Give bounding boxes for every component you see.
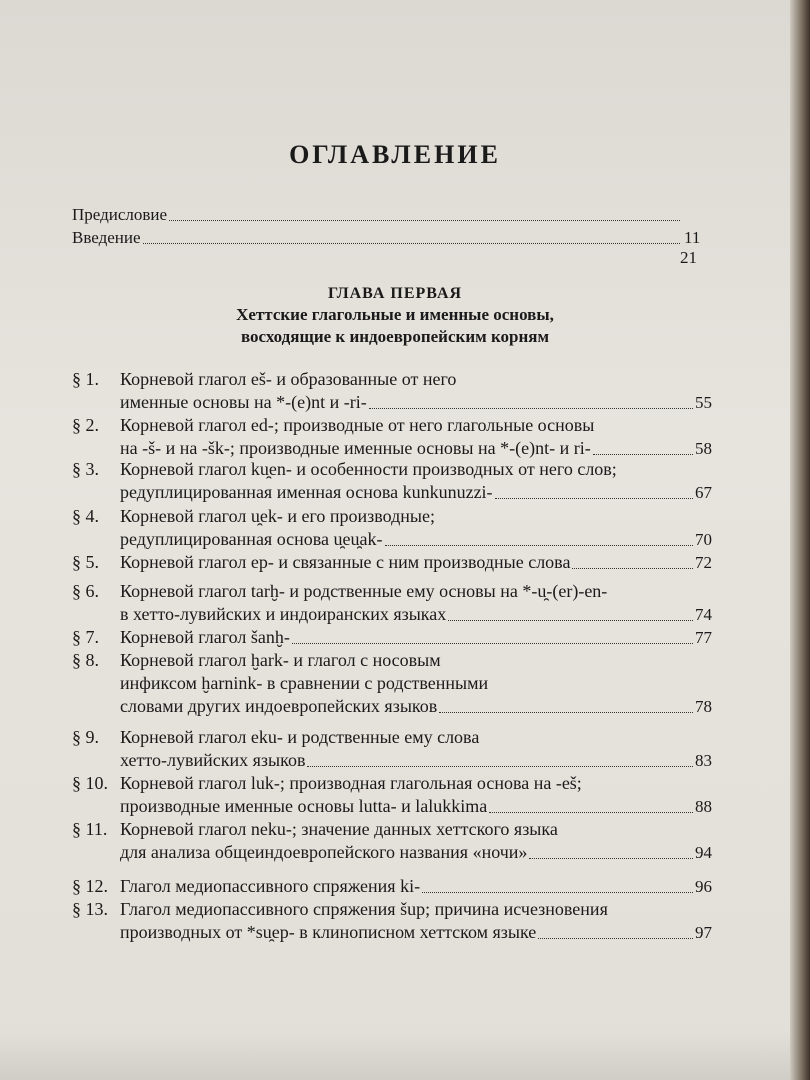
section-title-line (120, 626, 712, 649)
section-page-number: 72 (695, 553, 712, 572)
section-title-text: Корневой глагол eš- и образованные от него (120, 369, 457, 389)
toc-section (72, 551, 712, 574)
section-title-text: именные основы на *-(e)nt и -ri- (120, 392, 367, 412)
section-title-line (120, 551, 712, 574)
section-page-number: 94 (695, 843, 712, 862)
section-title-text: редуплицированная именная основа kunkunuzzi- (120, 482, 493, 502)
section-title-text: производные именные основы lutta- и lalukkima (120, 796, 488, 816)
section-title-line (120, 695, 712, 718)
section-number: § 12. (72, 876, 108, 896)
section-page-number: 88 (695, 797, 712, 816)
toc-section (72, 458, 712, 504)
leader-dots (572, 567, 693, 569)
toc-label: Предисловие (72, 205, 168, 224)
section-title-text: Корневой глагол tarḫ- и родственные ему основы на *-u̯-(er)-en- (120, 581, 608, 601)
leader-dots (369, 407, 693, 409)
page-title: ОГЛАВЛЕНИЕ (289, 140, 501, 169)
section-number: § 1. (72, 369, 99, 389)
leader-dots (489, 811, 693, 813)
section-page-number: 78 (695, 697, 712, 716)
leader-dots (169, 219, 680, 221)
section-title-line (120, 898, 712, 920)
toc-section (72, 368, 712, 414)
section-number: § 9. (72, 727, 99, 747)
section-title-text: Корневой глагол luk-; производная глагольная основа на -eš; (120, 773, 582, 793)
toc-section (72, 772, 712, 818)
section-number: § 3. (72, 459, 99, 479)
section-title-line (120, 505, 712, 527)
section-number: § 5. (72, 552, 99, 572)
section-title-text: Корневой глагол ed-; производные от него глагольные основы (120, 415, 595, 435)
leader-dots (422, 891, 693, 893)
leader-dots (538, 937, 693, 939)
section-title-line (120, 603, 712, 626)
section-title-text: Корневой глагол ku̯en- и особенности производных от него слов; (120, 459, 617, 479)
section-title-line (120, 580, 712, 602)
leader-dots (307, 765, 693, 767)
toc-section (72, 726, 712, 772)
section-page-number: 77 (695, 628, 712, 647)
toc-section (72, 649, 712, 718)
leader-dots (385, 544, 693, 546)
section-page-number: 58 (695, 439, 712, 458)
leader-dots (143, 242, 680, 244)
section-page-number: 96 (695, 877, 712, 896)
section-title-text: Корневой глагол neku-; значение данных хеттского языка (120, 819, 558, 839)
section-title-line (120, 875, 712, 898)
section-number: § 7. (72, 627, 99, 647)
section-title-text: Глагол медиопассивного спряжения šup; причина исчезновения (120, 899, 608, 919)
chapter-title-line-1: Хеттские глагольные и именные основы, (236, 305, 554, 324)
section-title-line (120, 437, 712, 460)
section-title-text: Глагол медиопассивного спряжения ki- (120, 876, 421, 896)
toc-entry-preface (72, 205, 682, 225)
section-page-number: 97 (695, 923, 712, 942)
section-title-text: словами других индоевропейских языков (120, 696, 438, 716)
section-number: § 6. (72, 581, 99, 601)
toc-section (72, 580, 712, 626)
section-title-line (120, 649, 712, 671)
leader-dots (292, 642, 693, 644)
leader-dots (495, 497, 693, 499)
page-shadow (0, 1030, 790, 1080)
section-title-line (120, 841, 712, 864)
section-number: § 13. (72, 899, 108, 919)
section-title-text: для анализа общеиндоевропейского названия «ночи» (120, 842, 528, 862)
toc-page-number: 11 (684, 228, 701, 247)
page-edge (790, 0, 810, 1080)
section-title-text: на -š- и на -šk-; производные именные основы на *-(e)nt- и ri- (120, 438, 591, 458)
section-number: § 2. (72, 415, 99, 435)
section-page-number: 70 (695, 530, 712, 549)
toc-section (72, 626, 712, 649)
section-number: § 4. (72, 506, 99, 526)
section-title-line (120, 921, 712, 944)
section-title-text: хетто-лувийских языков (120, 750, 306, 770)
section-page-number: 74 (695, 605, 712, 624)
toc-page-number: 21 (680, 248, 697, 267)
section-title-line (120, 414, 712, 436)
section-title-line (120, 795, 712, 818)
toc-section (72, 818, 712, 864)
section-title-line (120, 772, 712, 794)
chapter-label: ГЛАВА ПЕРВАЯ (327, 285, 463, 302)
section-page-number: 67 (695, 483, 712, 502)
section-title-line (120, 481, 712, 504)
toc-section (72, 875, 712, 898)
leader-dots (529, 857, 693, 859)
section-title-line (120, 528, 712, 551)
section-title-text: в хетто-лувийских и индоиранских языках (120, 604, 447, 624)
section-page-number: 55 (695, 393, 712, 412)
section-title-line (120, 672, 712, 694)
section-number: § 8. (72, 650, 99, 670)
section-title-text: Корневой глагол ḫark- и глагол с носовым (120, 650, 441, 670)
section-title-line (120, 726, 712, 748)
section-title-line (120, 749, 712, 772)
leader-dots (448, 619, 693, 621)
section-title-line (120, 368, 712, 390)
section-title-text: инфиксом ḫarnink- в сравнении с родственными (120, 673, 489, 693)
toc-label: Введение (72, 228, 141, 247)
section-title-text: Корневой глагол eku- и родственные ему слова (120, 727, 480, 747)
toc-section (72, 505, 712, 551)
section-title-line (120, 391, 712, 414)
toc-entry-introduction (72, 228, 682, 248)
section-title-text: Корневой глагол ep- и связанные с ним производные слова (120, 552, 571, 572)
section-title-text: редуплицированная основа u̯eu̯ak- (120, 529, 383, 549)
chapter-title-line-2: восходящие к индоевропейским корням (240, 327, 550, 346)
section-title-text: производных от *su̯ep- в клинописном хеттском языке (120, 922, 537, 942)
section-title-text: Корневой глагол šanḫ- (120, 627, 290, 647)
leader-dots (439, 711, 693, 713)
section-number: § 10. (72, 773, 108, 793)
leader-dots (593, 453, 693, 455)
section-title-line (120, 458, 712, 480)
toc-section (72, 898, 712, 944)
section-title-text: Корневой глагол u̯ek- и его производные; (120, 506, 436, 526)
section-title-line (120, 818, 712, 840)
section-page-number: 83 (695, 751, 712, 770)
section-number: § 11. (72, 819, 108, 839)
toc-section (72, 414, 712, 460)
